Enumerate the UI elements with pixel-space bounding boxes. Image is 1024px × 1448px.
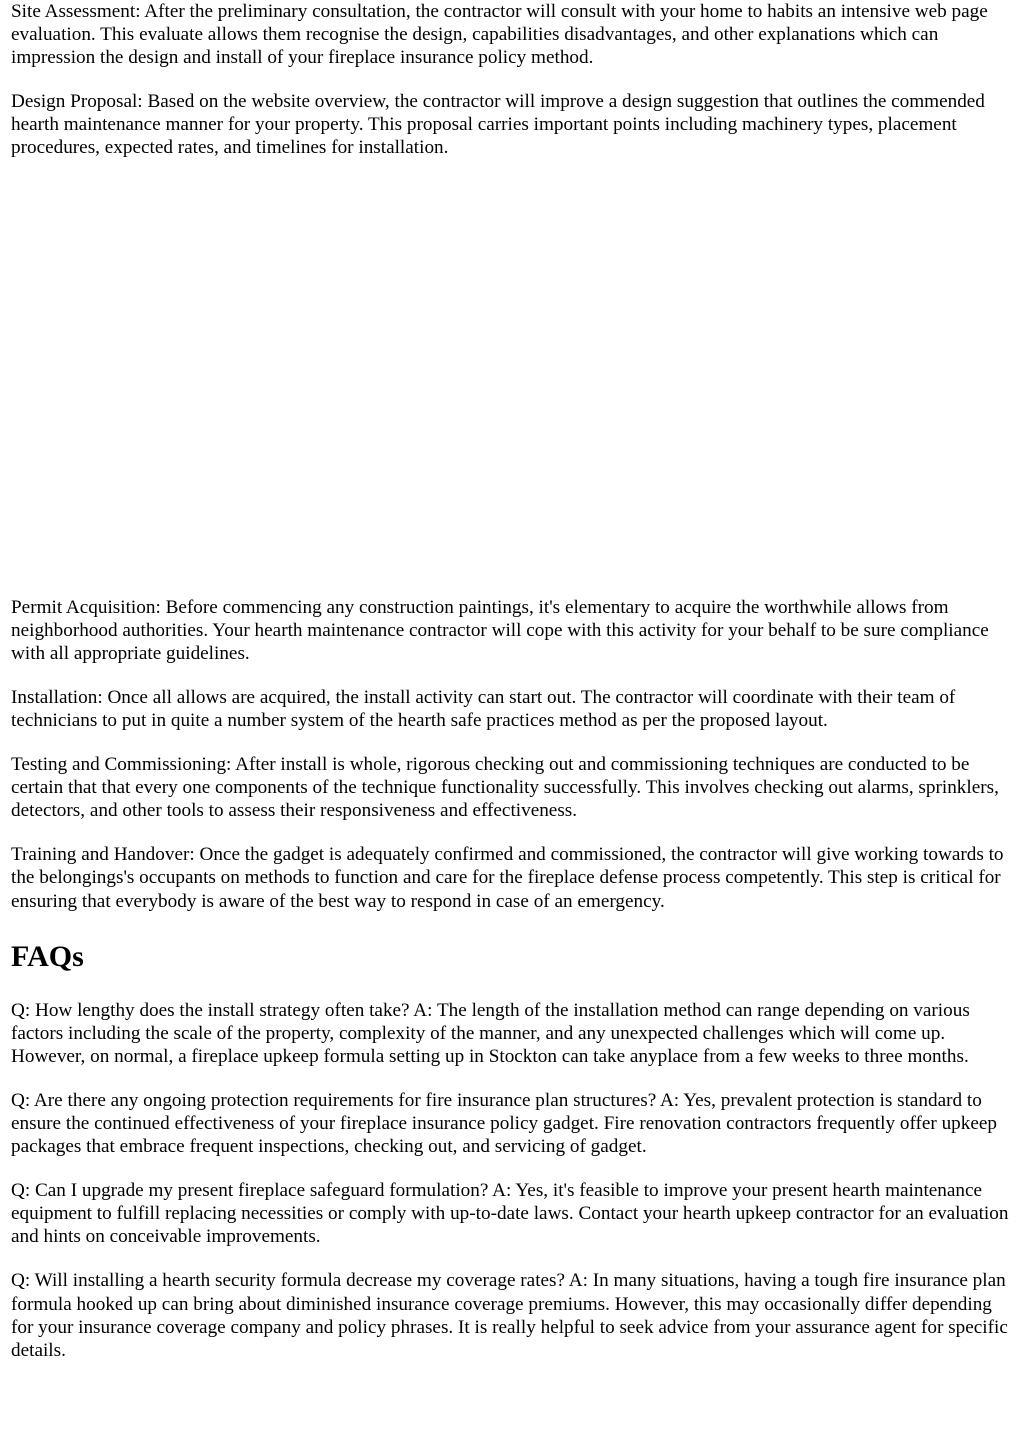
paragraph-installation: Installation: Once all allows are acquired, the install activity can start out. The contractor will coordinate with their team of technicians to put in quite a number system of the hearth safe practices method as per the proposed layout. <box>11 686 956 731</box>
faq-item: Q: Can I upgrade my present fireplace safeguard formulation? A: Yes, it's feasible to improve your present hearth maintenance equipment to fulfill replacing necessities or comply with up-to-date laws. Contact your hearth upkeep contractor for an evaluation and hints on conceivable improvements. <box>11 1180 1009 1248</box>
paragraph-training-handover: Training and Handover: Once the gadget is adequately confirmed and commissioned, the contractor will give working towards to the belongings's occupants on methods to function and care for the fireplace defense process competently. This step is critical for ensuring that everybody is aware of the best way to respond in case of an emergency. <box>11 844 1004 912</box>
paragraph-permit-acquisition: Permit Acquisition: Before commencing any construction paintings, it's elementary to acquire the worthwhile allows from neighborhood authorities. Your hearth maintenance contractor will cope with this activity for your behalf to be sure compliance with all appropriate guidelines. <box>11 596 989 664</box>
faq-item: Q: Are there any ongoing protection requirements for fire insurance plan structures? A: Yes, prevalent protection is standard to ensure the continued effectiveness of your fireplace insurance policy gadget. Fire renovation contractors frequently offer upkeep packages that embrace frequent inspections, checking out, and servicing of gadget. <box>11 1089 997 1158</box>
faq-item: Q: Will installing a hearth security formula decrease my coverage rates? A: In many situations, having a tough fire insurance plan formula hooked up can bring about diminished insurance coverage premiums. However, this may occasionally differ depending for your insurance coverage company and policy phrases. It is really helpful to seek advice from your assurance agent for specific details. <box>11 1270 1008 1361</box>
paragraph-design-proposal: Design Proposal: Based on the website overview, the contractor will improve a design suggestion that outlines the commended hearth maintenance manner for your property. This proposal carries important points including machinery types, placement procedures, expected rates, and timelines for installation. <box>11 91 985 159</box>
paragraph-site-assessment: Site Assessment: After the preliminary consultation, the contractor will consult with your home to habits an intensive web page evaluation. This evaluate allows them recognise the design, capabilities disadvantages, and other explanations which can impression the design and install of your fireplace insurance policy method. <box>11 1 988 69</box>
blank-media-area <box>11 181 1014 596</box>
faq-heading: FAQs <box>11 939 84 973</box>
paragraph-testing-commissioning: Testing and Commissioning: After install is whole, rigorous checking out and commissioning techniques are conducted to be certain that that every one components of the technique functionality successfully. This involves checking out alarms, sprinklers, detectors, and other tools to assess their responsiveness and effectiveness. <box>11 754 999 822</box>
faq-item: Q: How lengthy does the install strategy often take? A: The length of the installation method can range depending on various factors including the scale of the property, complexity of the manner, and any unexpected challenges which will come up. However, on normal, a fireplace upkeep formula setting up in Stockton can take anyplace from a few weeks to three months. <box>11 999 970 1067</box>
